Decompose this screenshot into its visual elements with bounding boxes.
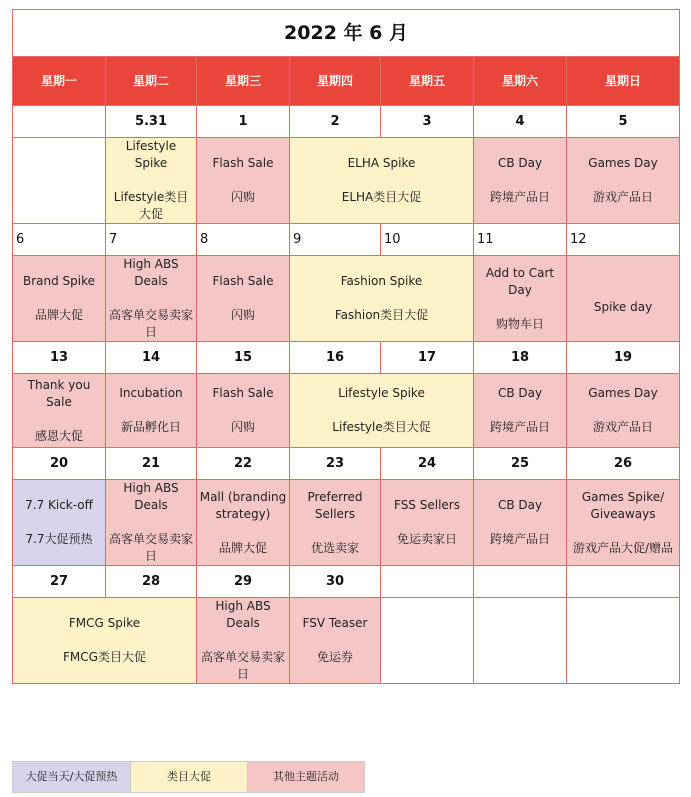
date-cell: 1 — [197, 106, 290, 138]
legend-item-other: 其他主题活动 — [248, 762, 364, 792]
event-row — [13, 598, 680, 684]
event-name-zh: Lifestyle类目大促 — [113, 190, 189, 221]
date-cell: 11 — [474, 224, 567, 256]
event-name-zh: ELHA类目大促 — [341, 190, 422, 204]
date-cell: 29 — [197, 566, 290, 598]
event-cell — [106, 480, 197, 566]
weekday-sun: 星期日 — [567, 57, 680, 106]
calendar-table — [12, 9, 680, 684]
date-cell: 27 — [13, 566, 106, 598]
event-row — [13, 256, 680, 342]
date-cell: 12 — [567, 224, 680, 256]
event-cell — [290, 480, 381, 566]
date-cell — [13, 106, 106, 138]
date-cell: 19 — [567, 342, 680, 374]
calendar-title: 2022 年 6 月 — [13, 10, 680, 57]
event-name: CB Day — [497, 386, 543, 400]
calendar-title-row — [13, 10, 680, 57]
event-name-zh: 游戏产品日 — [593, 420, 654, 434]
event-cell — [13, 480, 106, 566]
date-row — [13, 106, 680, 138]
date-cell: 4 — [474, 106, 567, 138]
date-cell: 24 — [381, 448, 474, 480]
event-name-zh: 跨境产品日 — [489, 420, 550, 434]
date-cell: 17 — [381, 342, 474, 374]
date-row — [13, 566, 680, 598]
event-name-zh: 闪购 — [230, 308, 255, 322]
event-cell — [474, 374, 567, 448]
event-cell — [13, 256, 106, 342]
date-cell: 30 — [290, 566, 381, 598]
date-cell: 10 — [381, 224, 474, 256]
event-name: Lifestyle Spike — [338, 386, 425, 400]
event-name: FSS Sellers — [394, 498, 460, 512]
date-cell: 14 — [106, 342, 197, 374]
event-name: High ABS Deals — [123, 481, 179, 512]
date-cell: 26 — [567, 448, 680, 480]
date-cell: 3 — [381, 106, 474, 138]
date-cell: 6 — [13, 224, 106, 256]
event-cell — [197, 256, 290, 342]
date-row — [13, 342, 680, 374]
event-name: CB Day — [497, 498, 543, 512]
event-name: 7.7 Kick-off — [25, 498, 93, 512]
event-cell — [197, 138, 290, 224]
event-name-zh: 优选卖家 — [310, 540, 359, 555]
event-cell — [474, 598, 567, 684]
event-name: Flash Sale — [212, 274, 274, 288]
event-cell — [474, 138, 567, 224]
event-name-zh: 高客单交易卖家日 — [108, 308, 193, 339]
date-cell: 13 — [13, 342, 106, 374]
event-cell — [290, 138, 474, 224]
event-cell — [13, 138, 106, 224]
date-cell: 28 — [106, 566, 197, 598]
event-name: Fashion Spike — [340, 274, 423, 288]
event-name: Thank you Sale — [27, 377, 91, 409]
date-cell: 23 — [290, 448, 381, 480]
date-cell: 21 — [106, 448, 197, 480]
event-row — [13, 138, 680, 224]
event-name-zh: 跨境产品日 — [489, 190, 550, 204]
legend — [12, 761, 365, 793]
event-row — [13, 374, 680, 448]
event-cell — [106, 374, 197, 448]
event-name: FMCG Spike — [68, 616, 141, 630]
event-name-zh: 闪购 — [230, 420, 255, 434]
event-name: Flash Sale — [212, 386, 274, 400]
event-cell — [290, 598, 381, 684]
date-cell: 16 — [290, 342, 381, 374]
date-cell — [567, 566, 680, 598]
event-name-zh: 闪购 — [230, 190, 255, 204]
event-name-zh: 感恩大促 — [34, 428, 83, 443]
event-name-zh: Lifestyle类目大促 — [332, 420, 431, 434]
event-cell — [290, 256, 474, 342]
date-row — [13, 224, 680, 256]
legend-item-kickoff: 大促当天/大促预热 — [13, 762, 131, 792]
weekday-sat: 星期六 — [474, 57, 567, 106]
date-cell: 7 — [106, 224, 197, 256]
event-name-zh: 品牌大促 — [218, 540, 267, 555]
event-name: ELHA Spike — [347, 156, 416, 170]
event-name: Flash Sale — [212, 156, 274, 170]
event-name: Add to Cart Day — [485, 265, 555, 297]
event-name-zh: 跨境产品日 — [489, 532, 550, 546]
event-name: High ABS Deals — [215, 599, 271, 630]
event-name: Mall (branding strategy) — [199, 489, 287, 521]
event-name-zh: 购物车日 — [495, 316, 544, 331]
weekday-header-row — [13, 57, 680, 106]
event-name: Games Spike/ Giveaways — [581, 489, 665, 521]
date-cell: 22 — [197, 448, 290, 480]
weekday-mon: 星期一 — [13, 57, 106, 106]
event-cell — [197, 374, 290, 448]
event-name: Brand Spike — [22, 274, 96, 288]
date-cell: 18 — [474, 342, 567, 374]
legend-item-category: 类目大促 — [131, 762, 248, 792]
event-cell — [106, 256, 197, 342]
weekday-fri: 星期五 — [381, 57, 474, 106]
event-cell — [106, 138, 197, 224]
event-cell — [567, 480, 680, 566]
event-name: Games Day — [588, 156, 658, 170]
event-name-zh: 7.7大促预热 — [25, 532, 93, 546]
date-cell: 5 — [567, 106, 680, 138]
event-cell — [474, 256, 567, 342]
weekday-tue: 星期二 — [106, 57, 197, 106]
event-name-zh: FMCG类目大促 — [63, 650, 146, 664]
date-cell: 25 — [474, 448, 567, 480]
event-cell — [567, 598, 680, 684]
event-name: Incubation — [119, 386, 183, 400]
event-name: FSV Teaser — [302, 616, 368, 630]
event-cell — [381, 598, 474, 684]
date-cell — [474, 566, 567, 598]
event-name-zh: 游戏产品日 — [593, 190, 654, 204]
event-row — [13, 480, 680, 566]
event-name: Games Day — [588, 386, 658, 400]
event-name: CB Day — [497, 156, 543, 170]
event-cell — [13, 374, 106, 448]
event-cell — [567, 138, 680, 224]
event-name-zh: 品牌大促 — [34, 308, 83, 322]
event-name: Preferred Sellers — [307, 489, 363, 521]
event-name-zh: 高客单交易卖家日 — [108, 532, 193, 563]
date-cell: 2 — [290, 106, 381, 138]
event-name-zh: 高客单交易卖家日 — [200, 650, 285, 681]
event-cell — [290, 374, 474, 448]
date-cell: 15 — [197, 342, 290, 374]
date-cell: 8 — [197, 224, 290, 256]
event-name-zh: 免运卖家日 — [396, 532, 457, 546]
weekday-wed: 星期三 — [197, 57, 290, 106]
date-cell — [381, 566, 474, 598]
event-name-zh: 新品孵化日 — [120, 420, 181, 434]
event-cell — [13, 598, 197, 684]
event-name-zh: 免运券 — [316, 650, 353, 664]
event-name-zh: 游戏产品大促/赠品 — [573, 540, 674, 555]
event-name-zh: Spike day — [593, 299, 653, 314]
event-cell — [567, 256, 680, 342]
event-name: Lifestyle Spike — [125, 139, 177, 170]
event-cell — [474, 480, 567, 566]
event-name-zh: Fashion类目大促 — [334, 308, 429, 322]
weekday-thu: 星期四 — [290, 57, 381, 106]
date-cell: 9 — [290, 224, 381, 256]
date-cell: 20 — [13, 448, 106, 480]
date-row — [13, 448, 680, 480]
date-cell: 5.31 — [106, 106, 197, 138]
event-cell — [197, 598, 290, 684]
event-cell — [381, 480, 474, 566]
event-cell — [567, 374, 680, 448]
event-cell — [197, 480, 290, 566]
event-name: High ABS Deals — [123, 257, 179, 288]
